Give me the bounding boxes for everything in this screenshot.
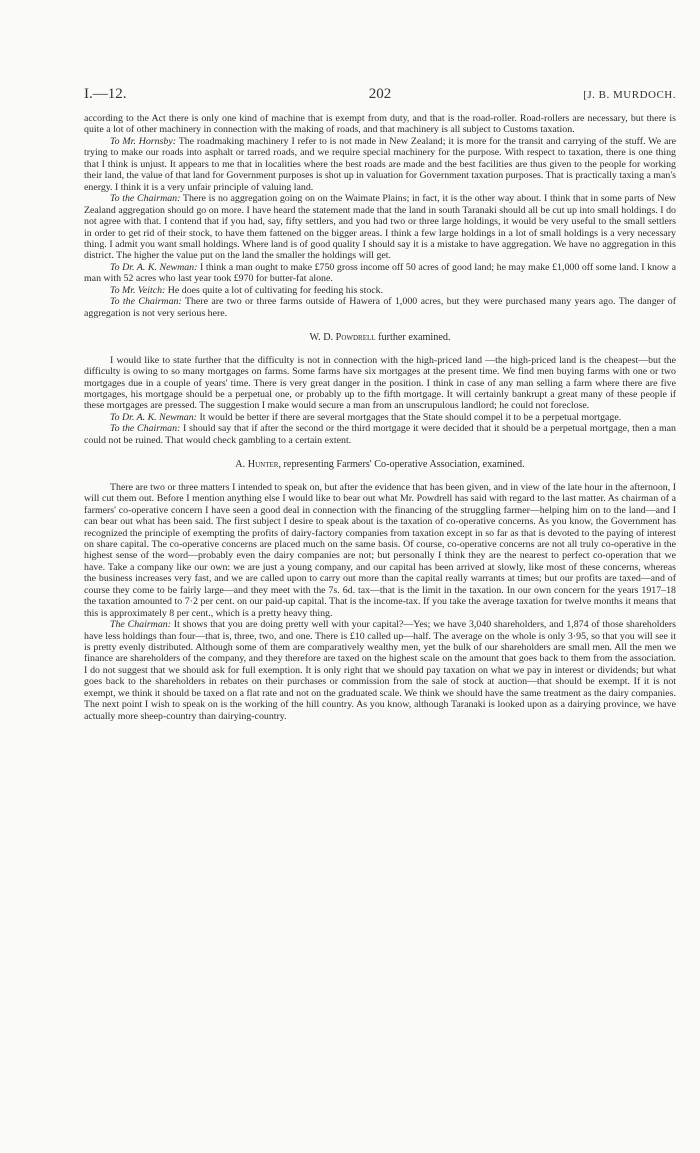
addressee-label: To Mr. Veitch:	[110, 284, 166, 296]
paragraph	[84, 423, 676, 446]
witness-heading-name: W. D. Powdrell	[309, 332, 376, 344]
paragraph-text: It would be better if there are several mortgages that the State should compel it to be a perpetual mortgage.	[196, 411, 622, 423]
addressee-label: To Mr. Hornsby:	[110, 135, 176, 147]
paragraph-text: There are two or three farms outside of Hawera of 1,000 acres, but they were purchased many years ago. The danger of aggregation is not very serious here.	[84, 296, 676, 319]
paragraph-text: I think a man ought to make £750 gross income off 50 acres of good land; he may make £1,000 off some land. I know a man with 52 acres who last year took £970 for butter-fat alone.	[84, 261, 676, 285]
paragraph-text: It shows that you are doing pretty well with your capital?—Yes; we have 3,040 shareholders, and 1,874 of those shareholders have less holdings than four—that is, three, two, and one. There is £10 called up—half. The average on the whole is only 3·95, so that you will see it is pretty evenly distributed. Although some of them are comparatively wealthy men, yet the bulk of our shareholders are small men. All the men we finance are shareholders of the company, and they therefore are taxed on the highest scale on the amount that goes back to them from the association. I do not suggest that we should ask for full exemption. It is only right that we should pay taxation on what we pay in interest or dividends; but what goes back to the shareholders in rebates on their purchases or commission from the sale of stock at auction—that should be exempt. If it is not exempt, we think it should be taxed on a flat rate and not on the graduated scale. We think we should have the same treatment as the dairy companies. The next point I wish to speak on is the working of the hill country. As you know, although Taranaki is looked upon as a dairying province, we have actually more sheep-country than dairying-country.	[84, 619, 676, 722]
report-reference: I.—12.	[84, 86, 127, 102]
paragraph	[84, 285, 676, 296]
paragraph	[84, 296, 676, 319]
addressee-label: To Dr. A. K. Newman:	[110, 261, 198, 273]
paragraph	[84, 619, 676, 722]
witness-heading-text: further examined.	[375, 332, 451, 344]
page-header	[84, 86, 676, 106]
addressee-label: To Dr. A. K. Newman:	[110, 411, 197, 423]
paragraph	[84, 412, 676, 423]
addressee-label: To the Chairman:	[110, 193, 181, 205]
paragraph-text: The roadmaking machinery I refer to is not made in New Zealand; it is more for the transit and carrying of the stuff. We are trying to make our roads into asphalt or tarred roads, and we require special machinery for the purpose. With respect to taxation, there is one thing that I think is unjust. It appears to me that in localities where the best roads are made and the best facilities are thus given to the people for working their land, the value of that land for Government purposes is shot up in valuation for Government taxation purposes. That is practically taxing a man's energy. I think it is a very unfair principle of valuing land.	[84, 135, 676, 193]
witness-heading-name: A. Hunter	[235, 459, 279, 471]
paragraph: There are two or three matters I intended to speak on, but after the evidence that has been given, and in view of the late hour in the afternoon, I will cut them out. Before I mention anything else I would like to bear out what Mr. Powdrell has said with regard to the last matter. As chairman of a farmers' co-operative concern I have seen a good deal in connection with the financing of the struggling farmer—helping him on to the land—and I can bear out what has been said. The first subject I desire to speak about is the taxation of co-operative concerns. As you know, the Government has recognized the principle of exempting the profits of dairy-factory companies from taxation except in so far as that is devoted to the paying of interest on share capital. The co-operative concerns are placed much on the same basis. Of course, co-operative concerns are not all truly co-operative in the highest sense of the word—probably even the dairy companies are not; but personally I think they are the nearest to perfect co-operation that we have. Take a company like our own: we are just a young company, and our capital has been arrived at slowly, like most of these concerns, whereas the business increases very fast, and we are called upon to carry out more than the capital really warrants at times; but our profits are taxed—and of course they come to be fairly large—and they meet with the 7s. 6d. tax—that is the limit in the taxation. In our own concern for the years 1917–18 the taxation amounted to 7·2 per cent. on our paid-up capital. That is the income-tax. If you take the average taxation for twelve months it means that this is approximately 8 per cent., which is a pretty heavy thing.	[84, 481, 676, 619]
page-number: 202	[368, 86, 392, 102]
addressee-label: To the Chairman:	[110, 296, 182, 308]
paragraph-text: I should say that if after the second or the third mortgage it were decided that it should be a perpetual mortgage, then a man could not be ruined. That would check gambling to a certain extent.	[84, 423, 676, 446]
witness-name: [J. B. MURDOCH.	[583, 89, 676, 101]
section-heading	[84, 459, 676, 470]
paragraph-text: There is no aggregation going on on the Waimate Plains; in fact, it is the other way about. I think that in some parts of New Zealand aggregation should go on more. I have heard the statement made that the land in south Taranaki should all be cut up into small holdings. I do not agree with that. I contend that if you had, say, fifty settlers, and you had two or three large holdings, it would be very useful to the small settlers in order to get rid of their stock, to have them fattened on the bigger areas. I think a few large holdings in a lot of small holdings is a very necessary thing. I admit you want small holdings. Where land is of good quality I should say it is a mistake to have aggregation. We have no aggregation in this district. The higher the value put on the land the smaller the holdings will get.	[84, 193, 676, 262]
section-heading	[84, 332, 676, 343]
addressee-label: To the Chairman:	[110, 423, 181, 435]
paragraph	[84, 136, 676, 193]
witness-heading-text: , representing Farmers' Co-operative Association, examined.	[278, 459, 525, 471]
paragraph	[84, 193, 676, 262]
page-body	[84, 113, 676, 722]
addressee-label: The Chairman:	[110, 619, 171, 631]
paragraph: according to the Act there is only one kind of machine that is exempt from duty, and that is the road-roller. Road-rollers are necessary, but there is quite a lot of other machinery in connection with the making of roads, and that machinery is all subject to Customs taxation.	[84, 113, 676, 136]
paragraph	[84, 262, 676, 285]
paragraph-text: He does quite a lot of cultivating for feeding his stock.	[165, 284, 384, 296]
paragraph: I would like to state further that the difficulty is not in connection with the high-priced land —the high-priced land is the cheapest—but the difficulty is owing to so many mortgages on farms. Some farms have six mortgages at the present time. We find men buying farms with one or two mortgages due in a couple of years' time. There is very great danger in the position. I think in case of any man selling a farm where there are five mortgages, his mortgage should be a perpetual one, or probably up to the fifth mortgage. It will certainly bankrupt a great many of these people if these mortgages are pressed. The suggestion I make would secure a man from an unscrupulous landlord; he could not foreclose.	[84, 354, 676, 412]
